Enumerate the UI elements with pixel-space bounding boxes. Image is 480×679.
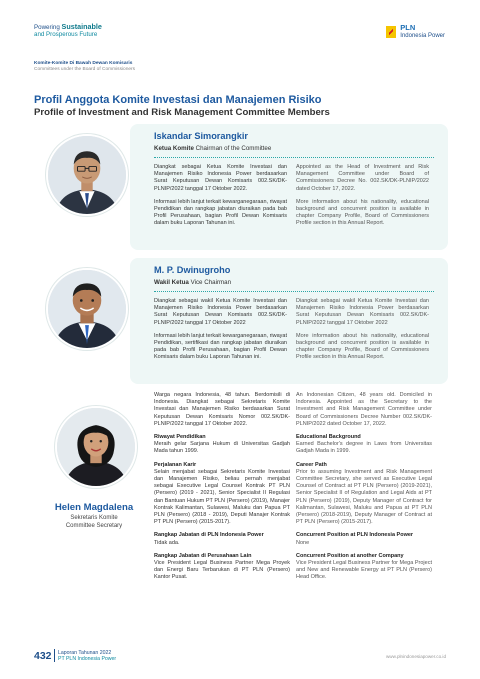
sec-edu-en: Earned Bachelor's degree in Laws from Universitas Gadjah Mada in 1999. bbox=[296, 441, 432, 455]
brand-tagline bbox=[34, 23, 102, 38]
role-en: Vice Chairman bbox=[190, 279, 232, 286]
page-footer bbox=[0, 640, 480, 679]
sec-other-id: Vice President Legal Business Partner Mega Proyek dan Energi Baru Terbarukan di PT PLN (Persero) Kantor Pusat. bbox=[154, 560, 290, 581]
pln-logo-icon bbox=[386, 26, 396, 38]
page-title bbox=[34, 94, 330, 119]
member-photo bbox=[46, 134, 128, 216]
sec-edu-heading-en: Educational Background bbox=[296, 434, 361, 441]
desc-id-p2: Informasi lebih lanjut terkait kewarganegaraan, riwayat Pendidikan dan rangkap jabatan diuraikan pada bab Profil Perusahaan, bagian Profil Dewan Komisaris dalam buku Laporan Tahunan ini. bbox=[154, 198, 287, 227]
secretary-name: Helen Magdalena bbox=[54, 502, 134, 513]
desc-en-p1: Appointed as the Head of Investment and Risk Management Committee under Board of Commissioners Decree No. 002.SK/DK-PLNIP/2022 dated October 17, 2022. bbox=[296, 164, 429, 192]
member-desc-en bbox=[296, 164, 429, 234]
role-en: Chairman of the Committee bbox=[195, 145, 272, 152]
member-photo bbox=[46, 268, 128, 350]
website-link[interactable]: www.plnindonesiapower.co.id bbox=[385, 654, 446, 659]
brand-bold: Sustainable bbox=[61, 22, 102, 31]
desc-en-p2: More information about his nationality, educational background and concurrent position is available in chapter Company Profile, Board of Commissioners Profile section in this Annual Report. bbox=[296, 198, 429, 227]
desc-id-p1: Diangkat sebagai wakil Ketua Komite Investasi dan Manajemen Risiko Indonesia Power berdasarkan Surat Keputusan Dewan Komisaris 002.SK/DK-PLNIP/2022 tanggal 17 Oktober 2022 bbox=[154, 298, 287, 326]
secretary-desc-id bbox=[154, 392, 290, 588]
logo-sub: Indonesia Power bbox=[400, 32, 445, 39]
sec-conc-en: None bbox=[296, 539, 310, 546]
title-en: Profile of Investment and Risk Management Committee Members bbox=[34, 107, 330, 118]
footer-meta bbox=[58, 650, 116, 662]
company-name: PT PLN Indonesia Power bbox=[58, 656, 117, 662]
desc-en-p2: More information about his nationality, educational background and concurrent position is available in chapter Company Profile, Board of Commissioners Profile section in this Annual Report. bbox=[296, 332, 429, 361]
sec-career-heading-en: Career Path bbox=[296, 461, 327, 468]
pln-logo-block bbox=[386, 25, 445, 39]
sec-career-en: Prior to assuming Investment and Risk Management Committee Secretary, she served as Executive Legal Counsel of Contract at PT PLN (Persero) (2019-2021), Senior Specialist II of Regulation and Legal Aids at PT PLN (Persero) (2019), Deputy Manager of Contract for Kalimantan, Sulawesi, Maluku and Papua at PT PLN (Persero) (2018-2019), Deputy Manager of Contract at PT PLN (Persero) (2015-2017). bbox=[296, 468, 432, 526]
member-desc-en bbox=[296, 298, 429, 368]
desc-en-p1: Diangkat sebagai wakil Ketua Komite Investasi dan Manajemen Risiko Indonesia Power berdasarkan Surat Keputusan Dewan Komisaris 002.SK/DK-PLNIP/2022 tanggal 17 Oktober 2022 bbox=[296, 298, 429, 326]
brand-prefix: Powering bbox=[34, 24, 60, 31]
sec-edu-heading-id: Riwayat Pendidikan bbox=[154, 434, 206, 441]
sec-other-heading-en: Concurrent Position at another Company bbox=[296, 552, 404, 559]
secretary-desc-en bbox=[296, 392, 432, 588]
secretary-photo bbox=[55, 406, 137, 488]
sec-other-heading-id: Rangkap Jabatan di Perusahaan Lain bbox=[154, 552, 252, 559]
brand-line2: and Prosperous Future bbox=[34, 31, 98, 38]
section-label-id: Komite-Komite Di Bawah Dewan Komisaris bbox=[34, 61, 133, 66]
member-card-vice-chairman bbox=[34, 258, 448, 388]
page-number: 432 bbox=[34, 650, 52, 662]
sec-other-en: Vice President Legal Business Partner for Mega Project and New and Renewable Energy at PT PLN (Persero) Head Office. bbox=[296, 560, 432, 581]
section-label-en: Committees under the Board of Commissioners bbox=[34, 67, 136, 72]
sec-career-id: Selain menjabat sebagai Sekretaris Komite Investasi dan Manajemen Risiko, beliau pernah menjabat sebagai Executive Legal Counsel Kontrak PT PLN (Persero) (2019 - 2021), Senior Specialist II Regulasi dan Bantuan Hukum PT PLN (Persero) (2019), Manajer Kontrak Kalimantan, Sulawesi, Maluku dan Papua PT PLN (Persero) (2018 - 2019), Deputi Manajer Kontrak PT PLN (Persero) (2015-2017). bbox=[154, 468, 290, 526]
desc-id-p2: Informasi lebih lanjut terkait kewarganegaraan, riwayat Pendidikan, sertifikasi dan rangkap jabatan diuraikan pada bab Profil Perusahaan, bagian Profil Dewan Komisaris dalam buku Laporan Tahunan ini. bbox=[154, 332, 287, 361]
report-title: Laporan Tahunan 2022 bbox=[58, 650, 112, 656]
dotted-divider bbox=[154, 157, 434, 158]
sec-career-heading-id: Perjalanan Karir bbox=[154, 461, 197, 468]
dotted-divider bbox=[154, 291, 434, 292]
logo-name: PLN bbox=[400, 23, 416, 32]
member-card-chairman bbox=[34, 124, 448, 254]
member-role bbox=[154, 279, 231, 286]
page-header bbox=[0, 0, 480, 48]
secretary-role-id: Sekretaris Komite bbox=[70, 515, 118, 521]
secretary-role bbox=[34, 515, 154, 531]
member-name: Iskandar Simorangkir bbox=[154, 131, 248, 141]
role-id: Ketua Komite bbox=[154, 145, 194, 152]
member-desc-id bbox=[154, 298, 287, 368]
desc-id-p1: Diangkat sebagai Ketua Komite Investasi dan Manajemen Risiko Indonesia Power berdasarkan Surat Keputusan Dewan Komisaris 002.SK/DK-PLNIP/2022 tanggal 17 Oktober 2022. bbox=[154, 164, 287, 192]
sec-intro-en: An Indonesian Citizen, 48 years old. Domiciled in Indonesia. Appointed as the Secretary to the Investment and Risk Management Committee under Board of Commissioners Decree Number 002.SK/DK-PLNIP/2022 dated October 17, 2022. bbox=[296, 392, 432, 427]
sec-conc-heading-en: Concurrent Position at PLN Indonesia Power bbox=[296, 532, 414, 539]
section-label bbox=[34, 61, 135, 73]
sec-conc-heading-id: Rangkap Jabatan di PLN Indonesia Power bbox=[154, 532, 264, 539]
role-id: Wakil Ketua bbox=[154, 279, 189, 286]
footer-divider bbox=[54, 649, 55, 662]
title-id: Profil Anggota Komite Investasi dan Manajemen Risiko bbox=[34, 94, 322, 106]
member-name: M. P. Dwinugroho bbox=[154, 265, 231, 275]
sec-intro-id: Warga negara Indonesia, 48 tahun. Berdomisili di Indonesia. Diangkat sebagai Sekretaris Komite Investasi dan Manajemen Risiko berdasarkan Surat Keputusan Dewan Komisaris Nomor 002.SK/DK-PLNIP/2022 tanggal 17 Oktober 2022. bbox=[154, 392, 290, 427]
sec-conc-id: Tidak ada. bbox=[154, 539, 180, 546]
sec-edu-id: Meraih gelar Sarjana Hukum di Universitas Gadjah Mada tahun 1999. bbox=[154, 441, 290, 455]
member-desc-id bbox=[154, 164, 287, 234]
secretary-role-en: Committee Secretary bbox=[65, 522, 123, 529]
member-role bbox=[154, 145, 271, 152]
